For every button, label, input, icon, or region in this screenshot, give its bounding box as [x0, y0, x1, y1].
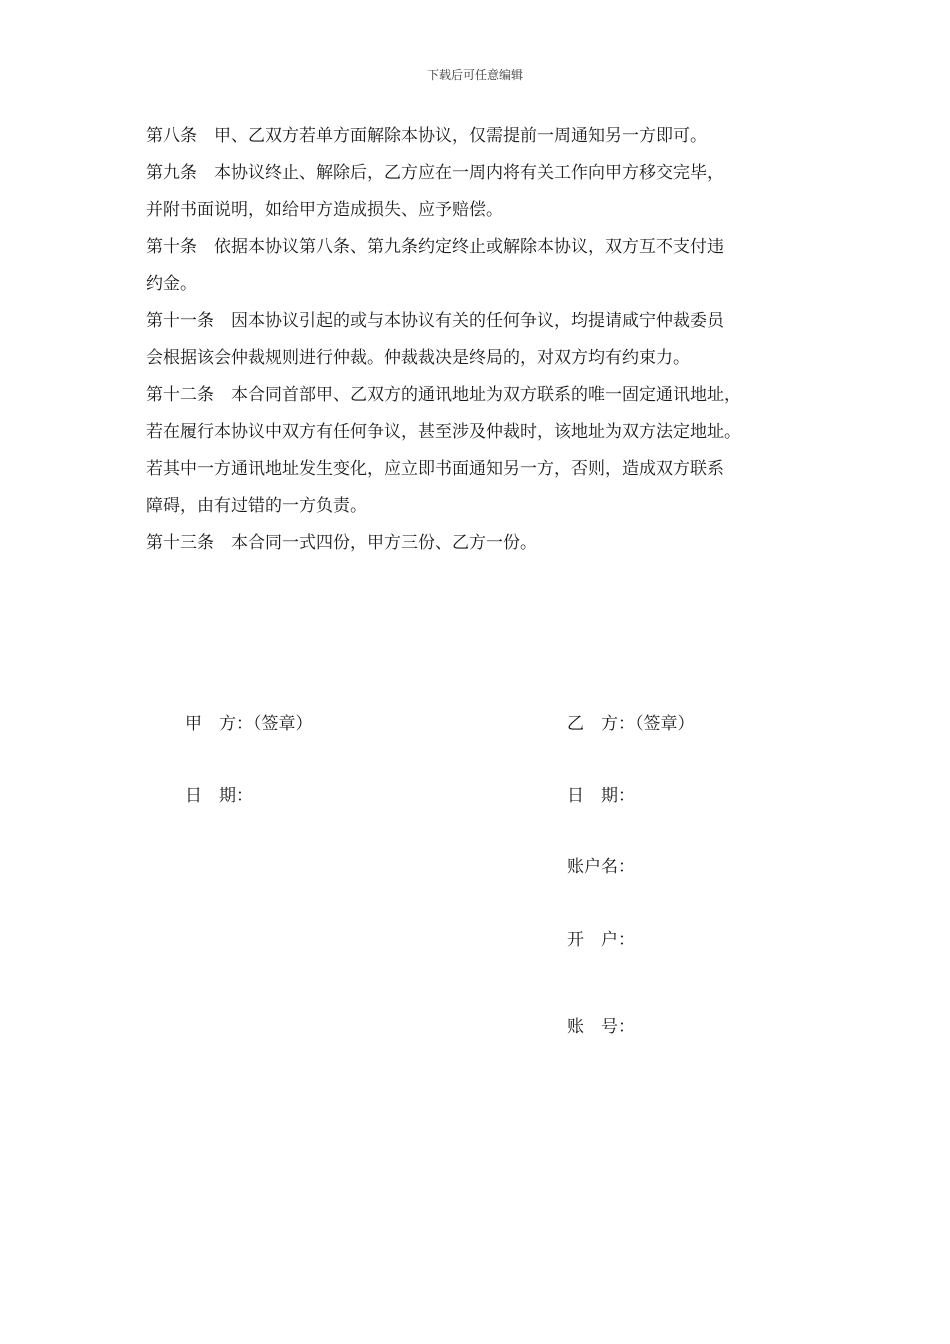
page-header-note: 下载后可任意编辑 [426, 68, 523, 82]
party-a-signature-label: 甲 方：（签章） [185, 714, 313, 734]
article-12-line-1: 第十二条 本合同首部甲、乙双方的通讯地址为双方联系的唯一固定通讯地址， [146, 385, 741, 405]
article-13-line-1: 第十三条 本合同一式四份，甲方三份、乙方一份。 [146, 533, 537, 553]
article-12-line-2: 若在履行本协议中双方有任何争议，甚至涉及仲裁时，该地址为双方法定地址。 [146, 422, 741, 442]
article-9-line-1: 第九条 本协议终止、解除后，乙方应在一周内将有关工作向甲方移交完毕， [146, 163, 724, 183]
party-b-bank-label: 开 户： [567, 930, 635, 950]
article-11-line-1: 第十一条 因本协议引起的或与本协议有关的任何争议，均提请咸宁仲裁委员 [146, 311, 724, 331]
article-8 [146, 118, 816, 155]
party-a-date-label: 日 期： [185, 786, 253, 806]
party-b-signature-label: 乙 方：（签章） [567, 714, 695, 734]
article-8-line-1: 第八条 甲、乙双方若单方面解除本协议，仅需提前一周通知另一方即可。 [146, 126, 707, 146]
party-b-date-label: 日 期： [567, 786, 635, 806]
article-11-line-2: 会根据该会仲裁规则进行仲裁。仲裁裁决是终局的，对双方均有约束力。 [146, 348, 690, 368]
article-12-line-4: 障碍，由有过错的一方负责。 [146, 496, 367, 516]
article-9-line-2: 并附书面说明，如给甲方造成损失、应予赔偿。 [146, 200, 503, 220]
article-11 [146, 303, 816, 377]
article-12 [146, 377, 816, 525]
article-10 [146, 229, 816, 303]
article-12-line-3: 若其中一方通讯地址发生变化，应立即书面通知另一方，否则，造成双方联系 [146, 459, 724, 479]
article-9 [146, 155, 816, 229]
article-10-line-1: 第十条 依据本协议第八条、第九条约定终止或解除本协议，双方互不支付违 [146, 237, 724, 257]
article-10-line-2: 约金。 [146, 274, 197, 294]
article-13 [146, 525, 816, 562]
party-b-account-name-label: 账户名： [567, 857, 635, 877]
party-b-account-number-label: 账 号： [567, 1017, 635, 1037]
